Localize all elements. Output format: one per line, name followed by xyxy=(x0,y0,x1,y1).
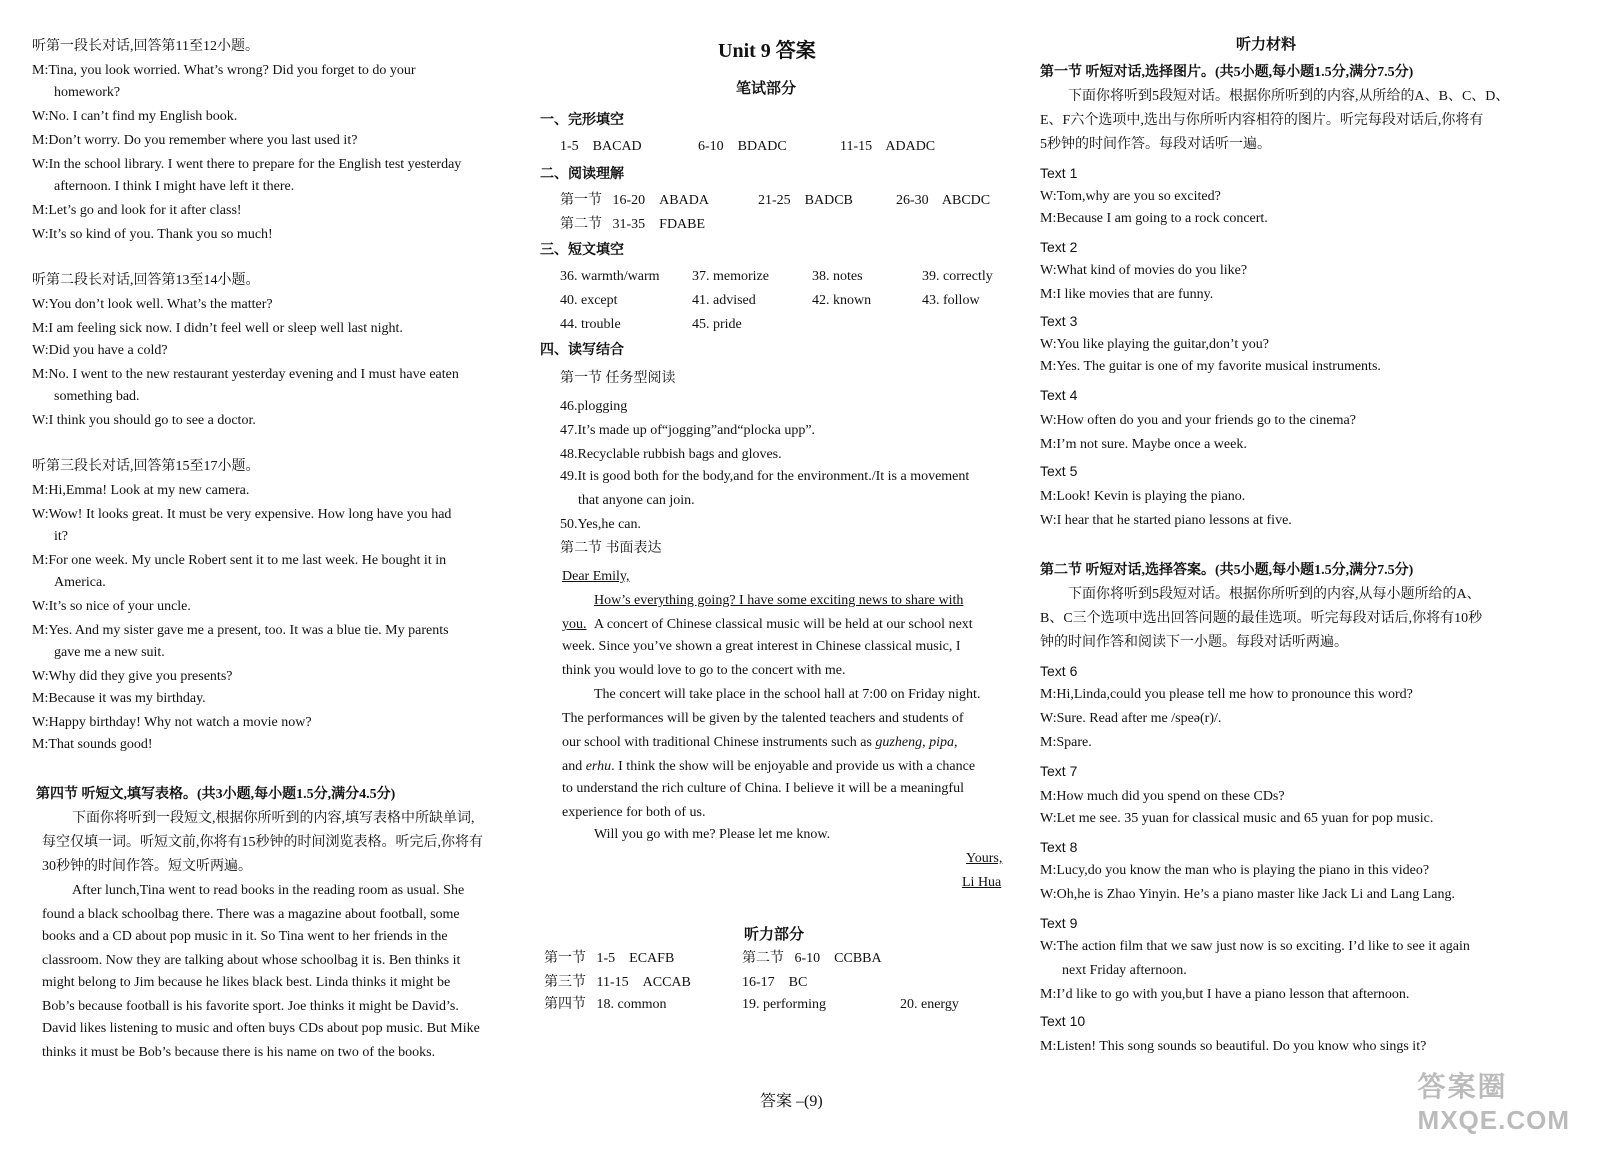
answer-item: 39. correctly xyxy=(922,269,993,284)
text-line: books and a CD about pop music in it. So Tina went to her friends in the xyxy=(42,929,448,944)
answer-item: 48.Recyclable rubbish bags and gloves. xyxy=(560,447,782,462)
text-line: M:Yes. And my sister gave me a present, too. It was a blue tie. My parents xyxy=(32,623,449,638)
text-line: 钟的时间作答和阅读下一小题。每段对话听两遍。 xyxy=(1040,635,1348,650)
text-line: M:Spare. xyxy=(1040,735,1092,750)
text-line: W:I hear that he started piano lessons at five. xyxy=(1040,513,1292,528)
answer-item: 第一节 1-5 ECAFB xyxy=(544,951,675,966)
text-label: Text 10 xyxy=(1040,1013,1086,1029)
text-line: W:How often do you and your friends go to the cinema? xyxy=(1040,413,1356,428)
letter-line xyxy=(562,734,957,752)
letter-line: you. xyxy=(562,617,587,632)
text-line: W:You don’t look well. What’s the matter? xyxy=(32,297,273,312)
text-line: M:Because I am going to a rock concert. xyxy=(1040,211,1268,226)
text-line: After lunch,Tina went to read books in the reading room as usual. She xyxy=(72,883,465,898)
answer-item: 19. performing xyxy=(742,997,826,1012)
text-line: 5秒钟的时间作答。每段对话听一遍。 xyxy=(1040,137,1271,152)
letter-italic: erhu xyxy=(585,759,612,774)
answer-item: 21-25 BADCB xyxy=(758,193,853,208)
section-heading: 第二节 听短对话,选择答案。(共5小题,每小题1.5分,满分7.5分) xyxy=(1040,563,1414,578)
text-line: M:Hi,Linda,could you please tell me how to pronounce this word? xyxy=(1040,687,1413,702)
text-line: M:Listen! This song sounds so beautiful. Do you know who sings it? xyxy=(1040,1039,1427,1054)
text-line: W:Let me see. 35 yuan for classical music and 65 yuan for pop music. xyxy=(1040,811,1434,826)
answer-item: 第一节 16-20 ABADA xyxy=(560,193,709,208)
text-line: next Friday afternoon. xyxy=(1062,963,1187,978)
text-line: B、C三个选项中选出回答问题的最佳选项。听完每段对话后,你将有10秒 xyxy=(1040,611,1483,626)
text-label: Text 2 xyxy=(1040,239,1078,255)
text-line: 听第一段长对话,回答第11至12小题。 xyxy=(32,39,259,54)
text-line: America. xyxy=(54,575,106,590)
text-line: homework? xyxy=(54,85,121,100)
letter-text: , xyxy=(922,735,930,750)
text-line: something bad. xyxy=(54,389,140,404)
watermark xyxy=(1418,1065,1570,1136)
answer-item: 20. energy xyxy=(900,997,959,1012)
answer-item: 40. except xyxy=(560,293,618,308)
text-line: 下面你将听到5段短对话。根据你所听到的内容,从所给的A、B、C、D、 xyxy=(1068,89,1510,104)
answer-item: 第三节 11-15 ACCAB xyxy=(544,975,691,990)
text-line: W:Wow! It looks great. It must be very expensive. How long have you had xyxy=(32,507,452,522)
text-line: 听第三段长对话,回答第15至17小题。 xyxy=(32,459,260,474)
letter-text: , xyxy=(953,735,958,750)
section-heading: 第一节 听短对话,选择图片。(共5小题,每小题1.5分,满分7.5分) xyxy=(1040,65,1414,80)
answer-item: 47.It’s made up of“jogging”and“plocka upp”. xyxy=(560,423,816,438)
answer-item: 1-5 BACAD xyxy=(560,139,642,154)
answer-item: 49.It is good both for the body,and for the environment./It is a movement xyxy=(560,469,970,484)
text-label: Text 4 xyxy=(1040,387,1078,403)
letter-line: A concert of Chinese classical music will be held at our school next xyxy=(594,617,973,632)
answer-item: that anyone can join. xyxy=(578,493,695,508)
text-line: M:No. I went to the new restaurant yesterday evening and I must have eaten xyxy=(32,367,459,382)
text-label: Text 9 xyxy=(1040,915,1078,931)
text-line: found a black schoolbag there. There was a magazine about football, some xyxy=(42,907,460,922)
text-line: M:That sounds good! xyxy=(32,737,153,752)
letter-line xyxy=(562,758,975,776)
page-number: 答案 –(9) xyxy=(760,1093,823,1110)
text-line: M:I’d like to go with you,but I have a piano lesson that afternoon. xyxy=(1040,987,1410,1002)
answer-item: 16-17 BC xyxy=(742,975,808,990)
page-title: Unit 9 答案 xyxy=(718,40,816,62)
text-line: W:In the school library. I went there to prepare for the English test yesterday xyxy=(32,157,462,172)
letter-text: and xyxy=(562,759,583,774)
text-line: David likes listening to music and often buys CDs about pop music. But Mike xyxy=(42,1021,480,1036)
answer-item: 第二节 31-35 FDABE xyxy=(560,217,706,232)
letter-closing: Yours, xyxy=(966,851,1003,866)
answer-item: 6-10 BDADC xyxy=(698,139,787,154)
text-line: 第一节 任务型阅读 xyxy=(560,371,676,386)
text-line: 下面你将听到一段短文,根据你所听到的内容,填写表格中所缺单词, xyxy=(72,811,475,826)
text-line: W:Happy birthday! Why not watch a movie now? xyxy=(32,715,312,730)
text-label: Text 1 xyxy=(1040,165,1078,181)
text-line: W:Sure. Read after me /speə(r)/. xyxy=(1040,711,1222,726)
watermark-text: 答案圈 xyxy=(1417,1071,1508,1102)
text-line: 30秒钟的时间作答。短文听两遍。 xyxy=(42,859,252,874)
section-heading: 一、完形填空 xyxy=(540,113,624,128)
text-line: M:Look! Kevin is playing the piano. xyxy=(1040,489,1246,504)
watermark-url: MXQE.COM xyxy=(1417,1105,1570,1135)
text-line: W:It’s so kind of you. Thank you so much! xyxy=(32,227,273,242)
text-line: M:Because it was my birthday. xyxy=(32,691,206,706)
letter-text: our school with traditional Chinese instruments such as xyxy=(562,735,872,750)
answer-item: 50.Yes,he can. xyxy=(560,517,642,532)
text-line: thinks it must be Bob’s because there is his name on two of the books. xyxy=(42,1045,436,1060)
text-line: M:Yes. The guitar is one of my favorite musical instruments. xyxy=(1040,359,1381,374)
text-line: Bob’s because football is his favorite sport. Joe thinks it might be David’s. xyxy=(42,999,459,1014)
text-line: M:Let’s go and look for it after class! xyxy=(32,203,242,218)
text-label: Text 7 xyxy=(1040,763,1078,779)
section-heading: 二、阅读理解 xyxy=(540,167,624,182)
text-line: W:Tom,why are you so excited? xyxy=(1040,189,1221,204)
text-line: M:Tina, you look worried. What’s wrong? Did you forget to do your xyxy=(32,63,416,78)
letter-line: to understand the rich culture of China. I believe it will be a meaningful xyxy=(562,781,964,796)
text-line: 下面你将听到5段短对话。根据你所听到的内容,从每小题所给的A、 xyxy=(1068,587,1481,602)
section-heading: 第四节 听短文,填写表格。(共3小题,每小题1.5分,满分4.5分) xyxy=(36,787,396,802)
answer-item: 44. trouble xyxy=(560,317,621,332)
text-line: M:I like movies that are funny. xyxy=(1040,287,1214,302)
section-heading: 四、读写结合 xyxy=(540,343,624,358)
section-title: 听力材料 xyxy=(1236,37,1297,53)
text-line: M:How much did you spend on these CDs? xyxy=(1040,789,1285,804)
answer-item: 46.plogging xyxy=(560,399,628,414)
text-line: W:The action film that we saw just now is so exciting. I’d like to see it again xyxy=(1040,939,1470,954)
letter-line: How’s everything going? I have some exciting news to share with xyxy=(594,593,964,608)
letter-line: The performances will be given by the talented teachers and students of xyxy=(562,711,964,726)
answer-item: 第四节 18. common xyxy=(544,997,667,1012)
answer-item: 42. known xyxy=(812,293,872,308)
letter-signature: Li Hua xyxy=(962,875,1002,890)
answer-item: 36. warmth/warm xyxy=(560,269,660,284)
text-line: E、F六个选项中,选出与你所听内容相符的图片。听完每段对话后,你将有 xyxy=(1040,113,1484,128)
text-line: M:For one week. My uncle Robert sent it to me last week. He bought it in xyxy=(32,553,447,568)
section-title: 听力部分 xyxy=(744,927,805,943)
text-line: W:What kind of movies do you like? xyxy=(1040,263,1248,278)
text-label: Text 8 xyxy=(1040,839,1078,855)
letter-text: . I think the show will be enjoyable and provide us with a chance xyxy=(611,759,976,774)
text-line: W:You like playing the guitar,don’t you? xyxy=(1040,337,1269,352)
text-label: Text 6 xyxy=(1040,663,1078,679)
answer-item: 45. pride xyxy=(692,317,742,332)
text-line: might belong to Jim because he likes black best. Linda thinks it might be xyxy=(42,975,451,990)
text-line: M:I’m not sure. Maybe once a week. xyxy=(1040,437,1247,452)
letter-italic: pipa xyxy=(929,735,954,750)
text-line: 听第二段长对话,回答第13至14小题。 xyxy=(32,273,260,288)
answer-item: 第二节 6-10 CCBBA xyxy=(742,951,882,966)
letter-italic: guzheng xyxy=(875,735,923,750)
text-line: afternoon. I think I might have left it there. xyxy=(54,179,295,194)
answer-item: 43. follow xyxy=(922,293,980,308)
text-line: M:Lucy,do you know the man who is playing the piano in this video? xyxy=(1040,863,1430,878)
letter-line: The concert will take place in the school hall at 7:00 on Friday night. xyxy=(594,687,981,702)
text-line: W:It’s so nice of your uncle. xyxy=(32,599,191,614)
text-line: it? xyxy=(54,529,68,544)
text-line: 第二节 书面表达 xyxy=(560,541,662,556)
answer-item: 11-15 ADADC xyxy=(840,139,936,154)
section-title: 笔试部分 xyxy=(736,81,797,97)
text-line: classroom. Now they are talking about whose schoolbag it is. Ben thinks it xyxy=(42,953,461,968)
text-line: gave me a new suit. xyxy=(54,645,165,660)
text-line: M:Hi,Emma! Look at my new camera. xyxy=(32,483,250,498)
letter-line: think you would love to go to the concert with me. xyxy=(562,663,846,678)
text-line: W:No. I can’t find my English book. xyxy=(32,109,238,124)
text-line: M:I am feeling sick now. I didn’t feel well or sleep well last night. xyxy=(32,321,403,336)
text-label: Text 5 xyxy=(1040,463,1078,479)
answer-item: 26-30 ABCDC xyxy=(896,193,991,208)
letter-line: Will you go with me? Please let me know. xyxy=(594,827,831,842)
text-label: Text 3 xyxy=(1040,313,1078,329)
answer-item: 38. notes xyxy=(812,269,863,284)
letter-line: week. Since you’ve shown a great interest in Chinese classical music, I xyxy=(562,639,961,654)
section-heading: 三、短文填空 xyxy=(540,243,624,258)
text-line: 每空仅填一词。听短文前,你将有15秒钟的时间浏览表格。听完后,你将有 xyxy=(42,835,483,850)
letter-greeting: Dear Emily, xyxy=(562,569,630,584)
answer-item: 41. advised xyxy=(692,293,756,308)
letter-line: experience for both of us. xyxy=(562,805,706,820)
text-line: W:Oh,he is Zhao Yinyin. He’s a piano master like Jack Li and Lang Lang. xyxy=(1040,887,1455,902)
text-line: M:Don’t worry. Do you remember where you last used it? xyxy=(32,133,358,148)
text-line: W:Did you have a cold? xyxy=(32,343,168,358)
text-line: W:Why did they give you presents? xyxy=(32,669,233,684)
answer-item: 37. memorize xyxy=(692,269,769,284)
text-line: W:I think you should go to see a doctor. xyxy=(32,413,256,428)
